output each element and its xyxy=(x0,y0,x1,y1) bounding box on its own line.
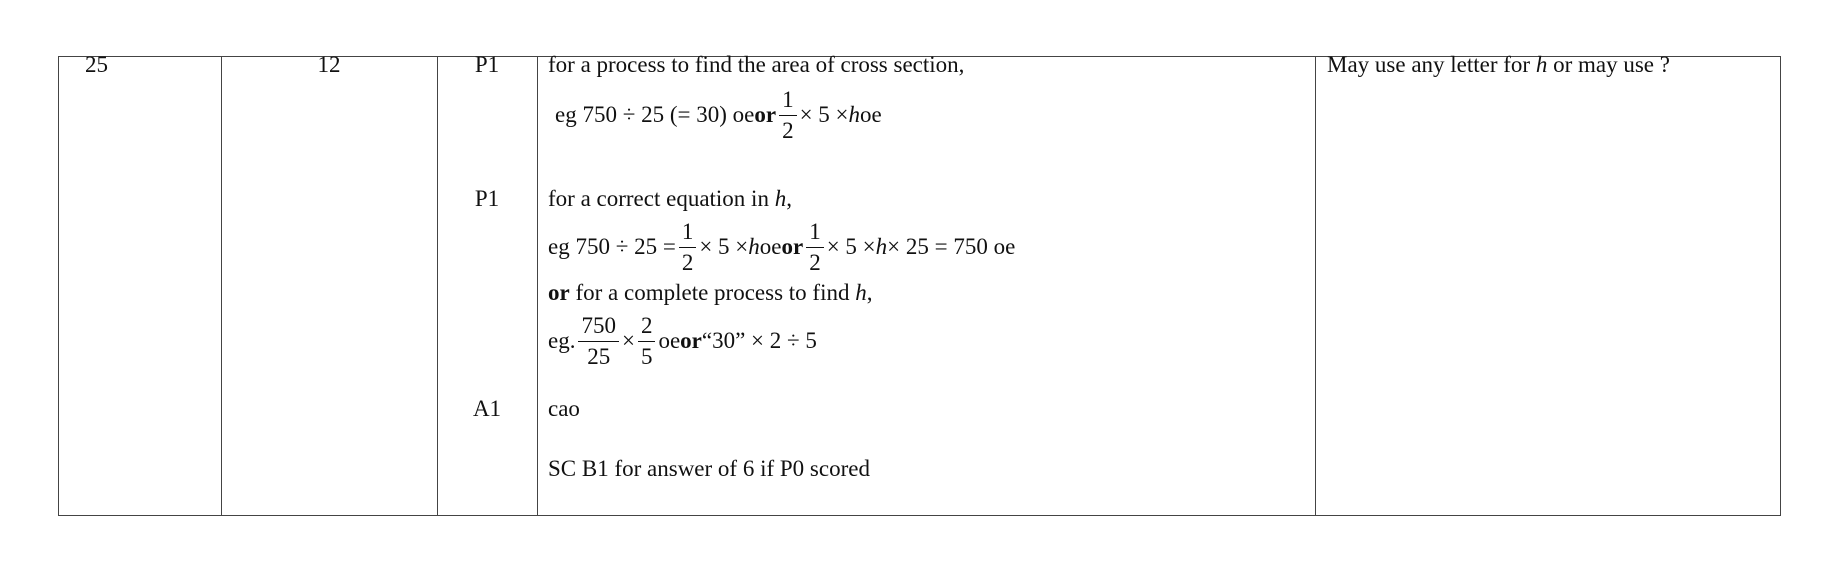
variable-h: h xyxy=(848,102,861,127)
or-keyword: or xyxy=(548,280,570,305)
text: oe xyxy=(759,234,782,259)
numerator: 1 xyxy=(806,217,824,248)
denominator: 25 xyxy=(587,343,611,369)
numerator: 1 xyxy=(679,217,697,248)
scheme-line-area-process: for a process to find the area of cross section, xyxy=(548,52,965,77)
denominator: 2 xyxy=(681,249,694,275)
denominator: 2 xyxy=(809,249,821,275)
variable-h: h xyxy=(855,280,867,305)
scheme-line-equation xyxy=(548,185,792,213)
text: × 5 × xyxy=(699,234,749,259)
question-number: 25 xyxy=(85,52,108,77)
text: × 5 × xyxy=(826,234,876,259)
answer-value: 12 xyxy=(317,52,341,77)
scheme-line-special-case: SC B1 for answer of 6 if P0 scored xyxy=(548,456,870,481)
fraction-half xyxy=(806,217,824,278)
scheme-line-process-example xyxy=(548,309,817,373)
text: × 5 × xyxy=(799,102,849,127)
text: oe xyxy=(860,102,882,127)
or-keyword: or xyxy=(754,102,777,127)
variable-h: h xyxy=(774,186,787,211)
text: , xyxy=(786,186,792,211)
column-divider xyxy=(221,57,222,515)
mark-a1: A1 xyxy=(472,396,502,421)
text: for a correct equation in xyxy=(548,186,775,211)
text: oe xyxy=(658,328,681,353)
guidance-note xyxy=(1327,51,1670,79)
or-keyword: or xyxy=(781,234,804,259)
scheme-line-cao: cao xyxy=(548,396,580,421)
text: May use any letter for xyxy=(1327,52,1536,77)
text: or may use ? xyxy=(1547,52,1670,77)
numerator: 750 xyxy=(578,311,619,342)
scheme-line-area-example xyxy=(555,83,882,147)
denominator: 5 xyxy=(640,343,653,369)
text: × 25 = 750 oe xyxy=(887,234,1016,259)
text: eg 750 ÷ 25 (= 30) oe xyxy=(555,102,755,127)
scheme-line-equation-example xyxy=(548,215,1015,279)
column-divider xyxy=(437,57,438,515)
variable-h: h xyxy=(748,234,760,259)
text: eg. xyxy=(548,328,576,353)
or-keyword: or xyxy=(680,328,702,353)
mark-p1-second: P1 xyxy=(474,186,500,211)
mark-p1-first: P1 xyxy=(474,52,500,77)
mark-scheme-table xyxy=(58,52,1781,516)
fraction-half xyxy=(779,85,797,146)
text: eg 750 ÷ 25 = xyxy=(548,234,676,259)
column-divider xyxy=(1315,57,1316,515)
denominator: 2 xyxy=(782,117,794,143)
text: for a complete process to find xyxy=(569,280,856,305)
text: “30” × 2 ÷ 5 xyxy=(701,328,817,353)
column-divider xyxy=(537,57,538,515)
fraction-half xyxy=(679,217,697,278)
scheme-line-complete-process xyxy=(548,279,872,307)
numerator: 2 xyxy=(638,311,656,342)
fraction-2-5 xyxy=(638,311,656,372)
times-sign: × xyxy=(621,328,635,353)
variable-h: h xyxy=(875,234,888,259)
text: , xyxy=(866,280,873,305)
fraction-750-25 xyxy=(578,311,619,372)
numerator: 1 xyxy=(779,85,797,116)
variable-h: h xyxy=(1535,52,1548,77)
